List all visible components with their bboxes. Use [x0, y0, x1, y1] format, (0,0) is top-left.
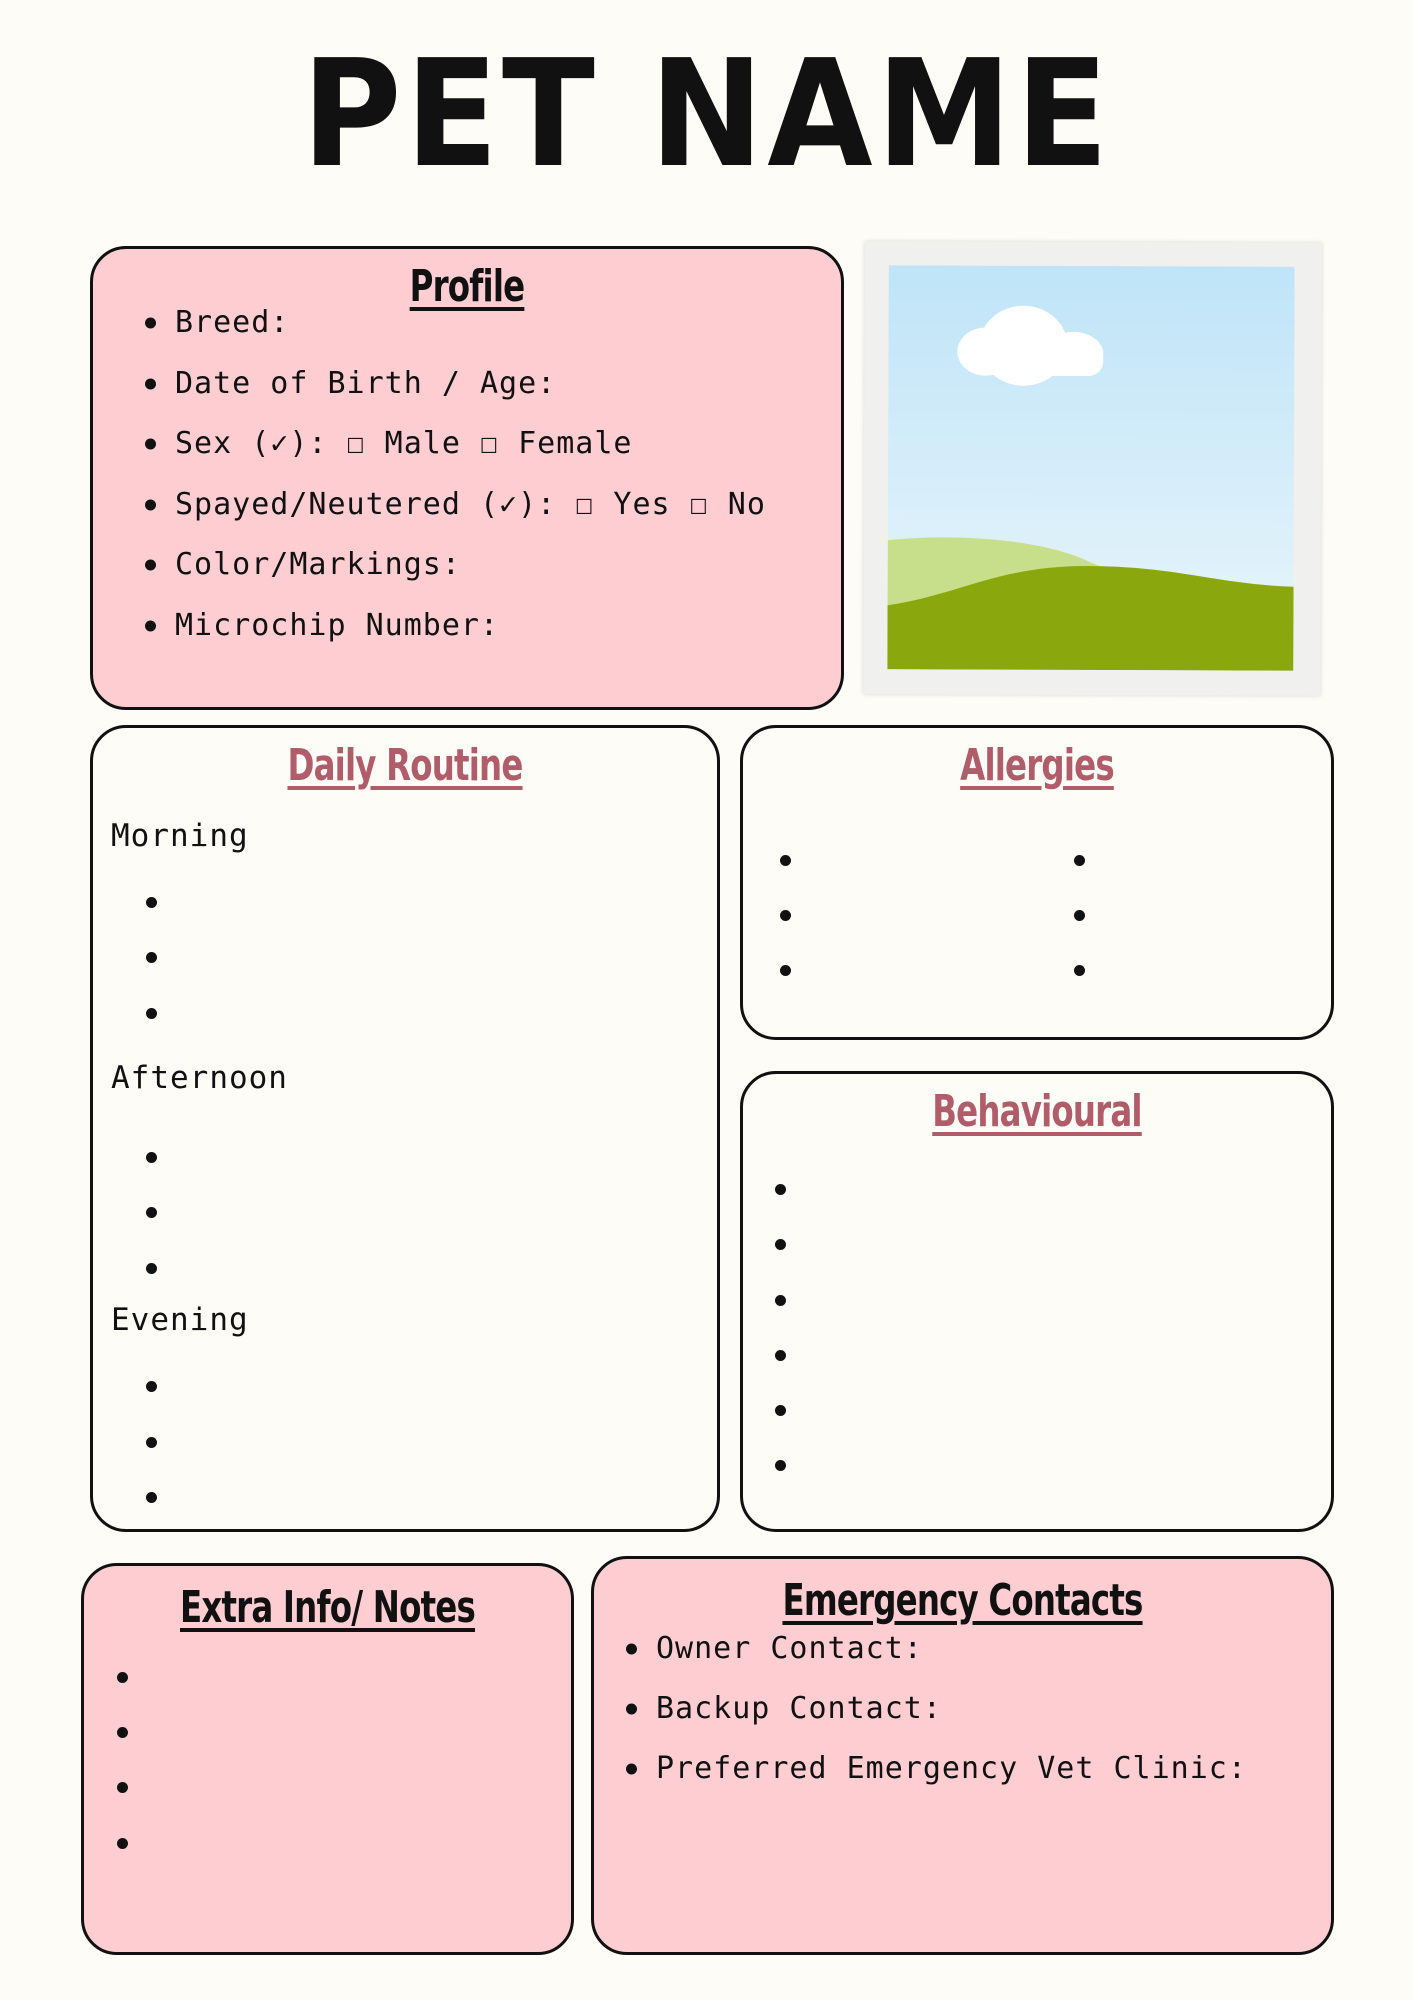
profile-microchip: Microchip Number:: [141, 596, 766, 657]
allergies-bullet: [780, 910, 791, 921]
behavioural-bullet: [775, 1184, 786, 1195]
allergies-bullet: [780, 855, 791, 866]
extra-info-bullet: [117, 1727, 128, 1738]
allergies-bullet: [1074, 910, 1085, 921]
extra-info-bullet: [117, 1672, 128, 1683]
page-title: PET NAME: [301, 28, 1113, 200]
evening-bullet: [146, 1437, 157, 1448]
profile-spayed: Spayed/Neutered (✓): ☐ Yes ☐ No: [141, 475, 766, 536]
evening-label: Evening: [111, 1302, 249, 1338]
vet-clinic: Preferred Emergency Vet Clinic:: [622, 1739, 1247, 1799]
afternoon-label: Afternoon: [111, 1060, 288, 1096]
behavioural-bullet: [775, 1405, 786, 1416]
behavioural-bullet: [775, 1460, 786, 1471]
landscape-photo-icon: [887, 265, 1294, 670]
allergies-bullet: [1074, 965, 1085, 976]
allergies-bullet: [780, 965, 791, 976]
emergency-heading: Emergency Contacts: [782, 1575, 1143, 1626]
photo-frame: [863, 241, 1322, 696]
morning-bullet: [146, 1008, 157, 1019]
behavioural-bullet: [775, 1295, 786, 1306]
extra-info-heading: Extra Info/ Notes: [180, 1582, 475, 1633]
morning-label: Morning: [111, 818, 249, 854]
allergies-card: [740, 725, 1334, 1040]
profile-card: [90, 246, 844, 710]
backup-contact: Backup Contact:: [622, 1679, 1247, 1739]
allergies-bullet: [1074, 855, 1085, 866]
emergency-card: [591, 1556, 1334, 1955]
allergies-heading: Allergies: [960, 740, 1114, 791]
evening-bullet: [146, 1381, 157, 1392]
afternoon-bullet: [146, 1207, 157, 1218]
profile-dob: Date of Birth / Age:: [141, 354, 766, 415]
behavioural-card: [740, 1071, 1334, 1532]
afternoon-bullet: [146, 1152, 157, 1163]
evening-bullet: [146, 1492, 157, 1503]
emergency-list: [622, 1619, 1247, 1799]
profile-sex: Sex (✓): ☐ Male ☐ Female: [141, 414, 766, 475]
extra-info-bullet: [117, 1782, 128, 1793]
morning-bullet: [146, 952, 157, 963]
profile-heading: Profile: [409, 261, 525, 312]
behavioural-heading: Behavioural: [932, 1086, 1142, 1137]
behavioural-bullet: [775, 1350, 786, 1361]
profile-color: Color/Markings:: [141, 535, 766, 596]
morning-bullet: [146, 897, 157, 908]
daily-routine-heading: Daily Routine: [287, 740, 523, 791]
behavioural-bullet: [775, 1239, 786, 1250]
extra-info-card: [81, 1563, 574, 1955]
extra-info-bullet: [117, 1838, 128, 1849]
afternoon-bullet: [146, 1263, 157, 1274]
profile-breed: Breed:: [141, 293, 766, 354]
daily-routine-card: [90, 725, 720, 1532]
profile-list: [141, 293, 766, 656]
owner-contact: Owner Contact:: [622, 1619, 1247, 1679]
